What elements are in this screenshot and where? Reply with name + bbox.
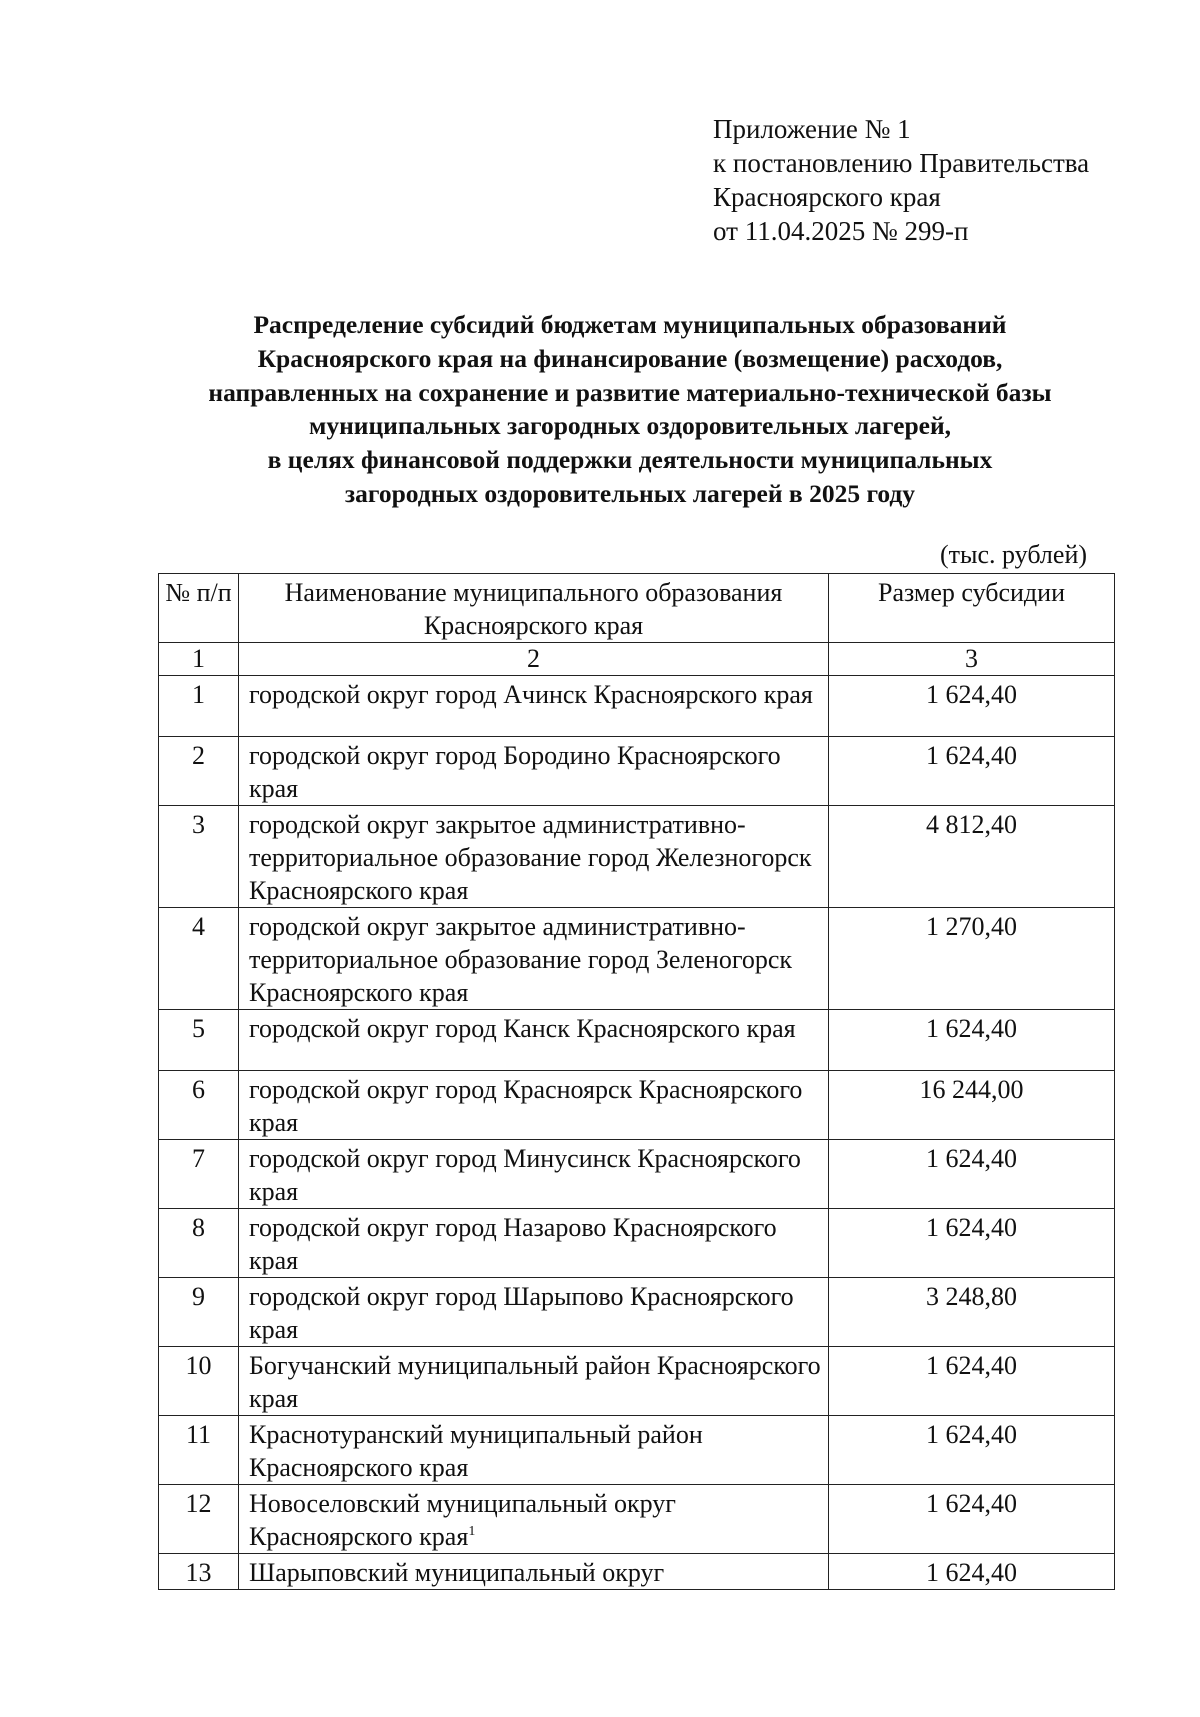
column-number: 3 xyxy=(829,643,1115,676)
municipality-name-text: Краснотуранский муниципальный район Красноярского края xyxy=(249,1420,703,1482)
subsidy-amount: 3 248,80 xyxy=(829,1278,1115,1347)
municipality-name-text: городской округ закрытое административно-территориальное образование город Железногорск Красноярского края xyxy=(249,810,812,905)
row-number: 9 xyxy=(159,1278,239,1347)
municipality-name xyxy=(239,1209,829,1278)
subsidy-amount: 1 624,40 xyxy=(829,1416,1115,1485)
title-line: Красноярского края на финансирование (возмещение) расходов, xyxy=(257,343,1003,373)
subsidy-amount: 1 624,40 xyxy=(829,737,1115,806)
column-number: 1 xyxy=(159,643,239,676)
table-row xyxy=(159,676,1115,737)
municipality-name xyxy=(239,908,829,1010)
header-number: № п/п xyxy=(159,574,239,643)
municipality-name-text: городской округ город Канск Красноярского края xyxy=(249,1014,796,1043)
column-number-row xyxy=(159,643,1115,676)
title-line: в целях финансовой поддержки деятельности муниципальных xyxy=(267,445,993,475)
table-row xyxy=(159,1071,1115,1140)
subsidy-amount: 1 270,40 xyxy=(829,908,1115,1010)
municipality-name xyxy=(239,1347,829,1416)
table-row xyxy=(159,737,1115,806)
row-number: 4 xyxy=(159,908,239,1010)
subsidy-table xyxy=(158,573,1115,1590)
subsidy-amount: 16 244,00 xyxy=(829,1071,1115,1140)
row-number: 2 xyxy=(159,737,239,806)
row-number: 6 xyxy=(159,1071,239,1140)
header-name: Наименование муниципального образования Красноярского края xyxy=(239,574,829,643)
municipality-name xyxy=(239,1278,829,1347)
municipality-name-text: городской округ закрытое административно-территориальное образование город Зеленогорск Красноярского края xyxy=(249,912,793,1007)
subsidy-amount: 1 624,40 xyxy=(829,1554,1115,1590)
table-row xyxy=(159,1140,1115,1209)
row-number: 3 xyxy=(159,806,239,908)
appendix-line: Приложение № 1 xyxy=(713,114,911,144)
column-number: 2 xyxy=(239,643,829,676)
table-row xyxy=(159,908,1115,1010)
table-row xyxy=(159,1416,1115,1485)
municipality-name xyxy=(239,1140,829,1209)
footnote-marker: 1 xyxy=(468,1524,476,1539)
header-amount: Размер субсидии xyxy=(829,574,1115,643)
table-body xyxy=(159,676,1115,1590)
document-title xyxy=(120,308,1140,511)
subsidy-amount: 4 812,40 xyxy=(829,806,1115,908)
municipality-name xyxy=(239,737,829,806)
appendix-line: от 11.04.2025 № 299-п xyxy=(713,216,969,246)
subsidy-amount: 1 624,40 xyxy=(829,1140,1115,1209)
municipality-name-text: Богучанский муниципальный район Красноярского края xyxy=(249,1351,821,1413)
subsidy-amount: 1 624,40 xyxy=(829,1347,1115,1416)
table-row xyxy=(159,1209,1115,1278)
municipality-name xyxy=(239,1010,829,1071)
row-number: 13 xyxy=(159,1554,239,1590)
title-line: муниципальных загородных оздоровительных лагерей, xyxy=(308,411,952,441)
municipality-name-text: городской округ город Бородино Красноярского края xyxy=(249,741,781,803)
municipality-name-text: городской округ город Красноярск Красноярского края xyxy=(249,1075,803,1137)
municipality-name xyxy=(239,1485,829,1554)
table-row xyxy=(159,806,1115,908)
title-line: Распределение субсидий бюджетам муниципальных образований xyxy=(253,310,1007,339)
subsidy-amount: 1 624,40 xyxy=(829,676,1115,737)
row-number: 5 xyxy=(159,1010,239,1071)
row-number: 8 xyxy=(159,1209,239,1278)
municipality-name xyxy=(239,806,829,908)
municipality-name xyxy=(239,1416,829,1485)
municipality-name-text: городской округ город Назарово Красноярского края xyxy=(249,1213,777,1275)
municipality-name xyxy=(239,1071,829,1140)
municipality-name-text: городской округ город Минусинск Красноярского края xyxy=(249,1144,801,1206)
appendix-line: к постановлению Правительства xyxy=(713,148,1090,178)
table-row xyxy=(159,1278,1115,1347)
municipality-name xyxy=(239,676,829,737)
subsidy-amount: 1 624,40 xyxy=(829,1010,1115,1071)
row-number: 10 xyxy=(159,1347,239,1416)
table-header-row xyxy=(159,574,1115,643)
title-line: направленных на сохранение и развитие материально-технической базы xyxy=(208,377,1052,407)
row-number: 11 xyxy=(159,1416,239,1485)
subsidy-amount: 1 624,40 xyxy=(829,1209,1115,1278)
row-number: 1 xyxy=(159,676,239,737)
table-row xyxy=(159,1347,1115,1416)
units-label: (тыс. рублей) xyxy=(940,540,1088,569)
appendix-line: Красноярского края xyxy=(713,182,941,212)
subsidy-amount: 1 624,40 xyxy=(829,1485,1115,1554)
municipality-name-text: Шарыповский муниципальный округ xyxy=(249,1558,665,1587)
row-number: 12 xyxy=(159,1485,239,1554)
municipality-name-text: Новоселовский муниципальный округ Красноярского края xyxy=(249,1489,676,1551)
table-row xyxy=(159,1554,1115,1590)
municipality-name-text: городской округ город Шарыпово Красноярского края xyxy=(249,1282,794,1344)
table-row xyxy=(159,1485,1115,1554)
appendix-header xyxy=(713,112,1089,248)
row-number: 7 xyxy=(159,1140,239,1209)
title-line: загородных оздоровительных лагерей в 2025 году xyxy=(344,478,916,508)
table-row xyxy=(159,1010,1115,1071)
municipality-name-text: городской округ город Ачинск Красноярского края xyxy=(249,680,813,709)
municipality-name xyxy=(239,1554,829,1590)
